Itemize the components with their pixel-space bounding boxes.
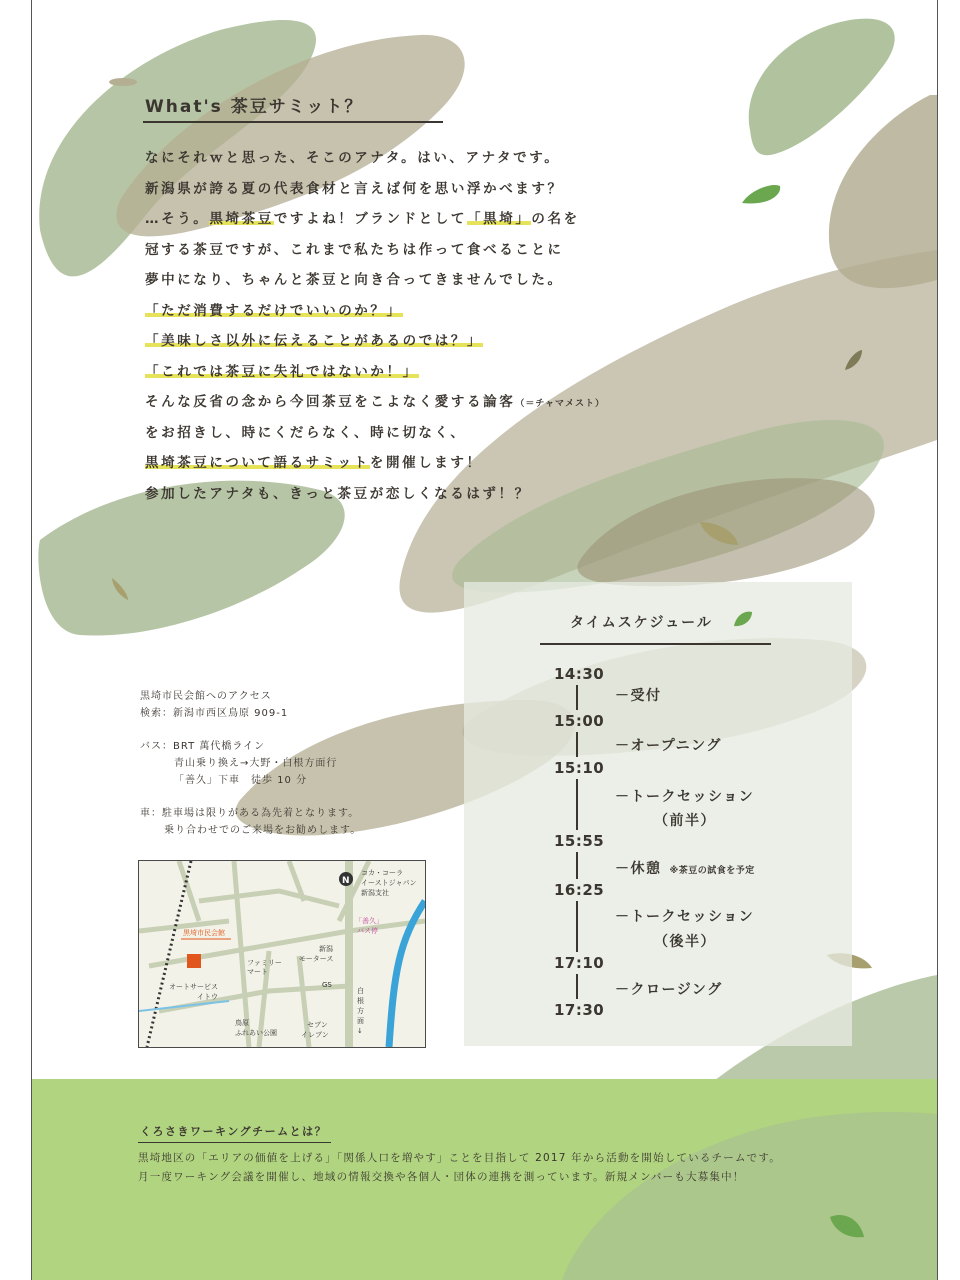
schedule-time: 15:10 [554,759,605,777]
working-team-band [32,1079,937,1280]
leaf-top-right-sage [749,19,895,156]
timeline-line [576,901,578,952]
schedule-time: 17:10 [554,954,605,972]
map-label-hall: 黒埼市民会館 [183,929,225,937]
map-label-shirone-1: 白 [357,987,364,995]
map-label-bus-stop-2: バス停 [357,927,378,935]
access-info [140,688,440,839]
highlighted-text: 「これでは茶豆に失礼ではないか！」 [145,363,419,380]
schedule-event [615,858,755,878]
intro-text-segment: （＝チャマメスト） [515,399,606,409]
access-heading: 黒埼市民会館へのアクセス [140,691,272,702]
schedule-event-label: －オープニング [615,738,722,754]
intro-text-segment: 参加したアナタも、きっと茶豆が恋しくなるはず！？ [145,485,531,502]
intro-line [145,357,625,388]
schedule-time: 14:30 [554,665,605,683]
map-railway [147,861,191,1047]
schedule-event-label: －受付 [615,688,662,704]
schedule-event-label: －休憩 [615,861,662,877]
intro-line [145,479,625,510]
intro-line [145,387,625,418]
schedule-event-label: －トークセッション [615,789,755,805]
schedule-event [615,685,662,705]
title-underline [143,121,443,123]
time-schedule-panel [464,582,852,1046]
working-team-line-2: 月一度ワーキング会議を開催し、地域の情報交換や各個人・団体の連携を測っています。新規メンバーも大募集中！ [138,1171,745,1183]
highlighted-text: 黒埼茶豆について語るサミット [145,455,370,471]
working-team-title-underline [138,1142,331,1143]
intro-text-segment: ですよね！ブランドとして [273,211,468,227]
access-car-note-2: 乗り合わせでのご来場をお勧めします。 [164,825,362,836]
map-label-shirone-3: 方 [357,1007,364,1015]
intro-line [145,296,625,327]
schedule-event [615,906,754,926]
access-search: 検索：新潟市西区鳥原 909-1 [140,708,289,719]
timeline-line [576,732,578,757]
intro-line [145,265,625,296]
schedule-event-sub: （後半） [654,934,716,950]
intro-text-segment: の名を [531,211,580,227]
leaf-icon [732,610,754,628]
small-leaf-green [742,185,780,204]
map-label-family-2: マート [247,968,268,976]
map-label-seven: セブン [307,1021,328,1029]
map-label-park: 鳥原 [235,1019,249,1027]
schedule-time: 15:55 [554,832,605,850]
map-label-gs: GS [322,981,332,989]
map-stream [139,1001,229,1011]
highlighted-text: 「美味しさ以外に伝えることがあるのでは？」 [145,333,484,349]
highlighted-text: 「ただ消費するだけでいいのか？」 [145,302,403,319]
working-team-description [138,1149,781,1187]
intro-text-segment: なにそれｗと思った、そこのアナタ。はい、アナタです。 [145,150,561,166]
intro-text-segment: 夢中になり、ちゃんと茶豆と向き合ってきませんでした。 [145,272,564,288]
map-label-auto-2: イトウ [197,993,218,1001]
intro-text-segment: 冠する茶豆ですが、これまで私たちは作って食べることに [145,241,564,258]
map-label-shirone-2: 根 [357,997,364,1005]
schedule-time: 16:25 [554,881,605,899]
timeline-line [576,974,578,999]
band-leaf-sage [562,1112,937,1280]
schedule-title: タイムスケジュール [570,615,713,631]
map-label-cola-3: 新潟支社 [361,889,389,897]
schedule-event-label: －トークセッション [615,909,755,925]
intro-line [145,204,625,235]
map-label-cola-2: イーストジャパン [361,879,417,887]
access-bus-transfer: 青山乗り換え→大野・白根方面行 [174,758,338,769]
schedule-event-note: ※茶豆の試食を予定 [669,866,755,876]
map-label-shirone-5: ↓ [357,1027,363,1035]
map-label-park-2: ふれあい公園 [235,1029,277,1037]
working-team-line-1: 黒埼地区の「エリアの価値を上げる」「関係人口を増やす」ことを目指して 2017 年から活動を開始しているチームです。 [138,1152,781,1164]
intro-text-segment: …そう。 [145,211,210,227]
intro-text-segment: をお招きし、時にくだらなく、時に切なく、 [145,424,467,441]
timeline-line [576,852,578,879]
highlighted-text: 黒埼茶豆 [209,211,274,227]
timeline-line [576,685,578,710]
schedule-event [615,786,754,806]
map-hall-marker [187,954,201,968]
intro-text-segment: そんな反省の念から今回茶豆をこよなく愛する論客 [145,394,516,410]
map-label-motors: 新潟 [319,945,333,953]
intro-line [145,418,625,449]
map-main-road [345,861,353,1047]
access-car-note: 車：駐車場は限りがある為先着となります。 [140,808,360,819]
schedule-title-underline [540,643,771,645]
map-label-auto: オートサービス [169,983,218,991]
intro-line [145,448,625,479]
intro-line [145,326,625,357]
access-bus-stop: 「善久」下車 徒歩 10 分 [174,775,308,786]
intro-line [145,235,625,266]
schedule-event-sub: （前半） [654,813,716,829]
highlighted-text: 「黒埼」 [467,211,532,227]
section-title: What's 茶豆サミット？ [145,97,364,117]
map-north-mark: N [342,876,350,886]
map-label-family: ファミリー [247,959,282,967]
map-label-shirone-4: 面 [357,1017,364,1025]
schedule-time: 15:00 [554,712,605,730]
access-map [138,860,426,1048]
timeline-line [576,779,578,830]
intro-text [145,143,625,509]
schedule-time: 17:30 [554,1001,605,1019]
intro-text-segment: 新潟県が誇る夏の代表食材と言えば何を思い浮かべます？ [145,180,564,197]
working-team-title: くろさきワーキングチームとは？ [140,1125,328,1138]
frame-right-border [937,0,938,1280]
access-bus-line: バス：BRT 萬代橋ライン [140,741,266,752]
schedule-event-label: －クロージング [615,982,723,998]
intro-line [145,143,625,174]
map-label-bus-stop: 「善久」 [355,917,383,925]
schedule-event [615,735,722,755]
map-label-seven-2: イレブン [301,1031,329,1039]
schedule-event [615,979,723,999]
intro-line [145,174,625,205]
small-leaf-olive [109,78,137,86]
intro-text-segment: を開催します！ [369,455,483,471]
map-label-motors-2: モータース [299,955,334,963]
map-label-cola: コカ・コーラ [361,869,403,877]
